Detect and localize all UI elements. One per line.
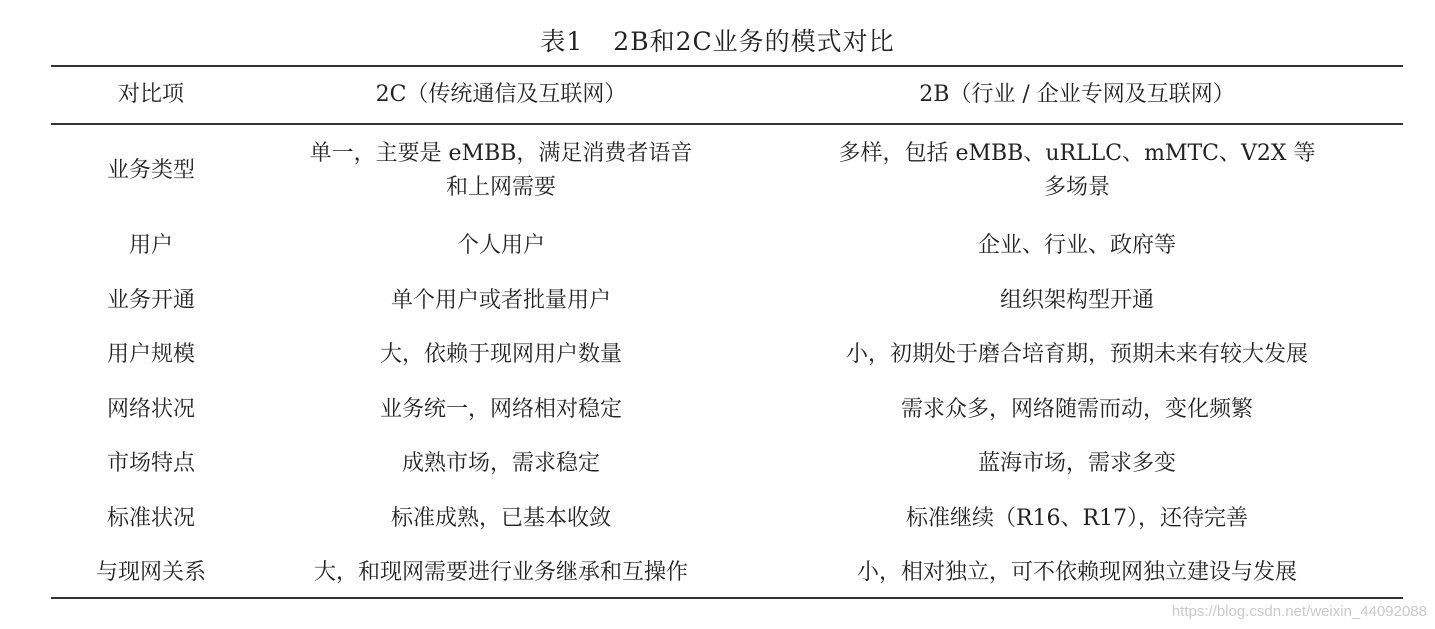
row-2c-line: 单一，主要是 eMBB，满足消费者语音: [309, 141, 693, 166]
header-2b: 2B（行业 / 企业专网及互联网）: [919, 82, 1235, 107]
table-row: [51, 274, 1403, 329]
row-2b-line: 多场景: [1043, 175, 1110, 200]
row-2b-value: 企业、行业、政府等: [977, 233, 1176, 259]
row-2b-value: 小，初期处于磨合培育期，预期未来有较大发展: [845, 342, 1308, 368]
row-2b-value: 标准继续（R16、R17），还待完善: [905, 505, 1249, 531]
row-item: 用户: [128, 233, 173, 259]
table-row: [51, 328, 1403, 383]
row-2c-value: 个人用户: [456, 233, 545, 259]
table-number: 表1: [540, 27, 584, 56]
row-2c-line: 和上网需要: [445, 175, 556, 200]
header-item: 对比项: [117, 82, 184, 107]
row-item: 标准状况: [106, 505, 195, 531]
table-row: [51, 437, 1403, 492]
table-row: [51, 546, 1403, 601]
table-row: [51, 492, 1403, 547]
watermark-url: https://blog.csdn.net/weixin_44092088: [1171, 603, 1427, 620]
header-row: [51, 67, 1403, 123]
row-2b-value: [751, 123, 1403, 219]
row-2c-value: 大，依赖于现网用户数量: [379, 342, 622, 368]
row-item: 市场特点: [106, 451, 195, 477]
table-row: [51, 383, 1403, 438]
table-title: 2B和2C业务的模式对比: [613, 27, 895, 56]
table-caption: [0, 22, 1435, 58]
header-2c: 2C（传统通信及互联网）: [375, 82, 627, 107]
row-2b-value: 小，相对独立，可不依赖现网独立建设与发展: [856, 560, 1297, 586]
row-2b-line: 多样，包括 eMBB、uRLLC、mMTC、V2X 等: [838, 141, 1316, 166]
row-2c-value: [251, 123, 751, 219]
row-2c-value: 大，和现网需要进行业务继承和互操作: [313, 560, 688, 586]
row-item: 业务类型: [106, 158, 195, 183]
row-item: 网络状况: [106, 396, 195, 422]
row-2c-value: 标准成熟，已基本收敛: [390, 505, 611, 531]
row-2c-value: 业务统一，网络相对稳定: [379, 396, 622, 422]
row-2c-value: 单个用户或者批量用户: [390, 287, 611, 313]
table-row: [51, 219, 1403, 274]
row-item: 用户规模: [106, 342, 195, 368]
row-2b-value: 需求众多，网络随需而动，变化频繁: [900, 396, 1253, 422]
row-2b-value: 蓝海市场，需求多变: [977, 451, 1176, 477]
row-2c-value: 成熟市场，需求稳定: [401, 451, 600, 477]
row-item: 与现网关系: [95, 560, 206, 586]
row-2b-value: 组织架构型开通: [999, 287, 1154, 313]
row-item: 业务开通: [106, 287, 195, 313]
table-row: [51, 123, 1403, 219]
comparison-table: [51, 67, 1403, 601]
